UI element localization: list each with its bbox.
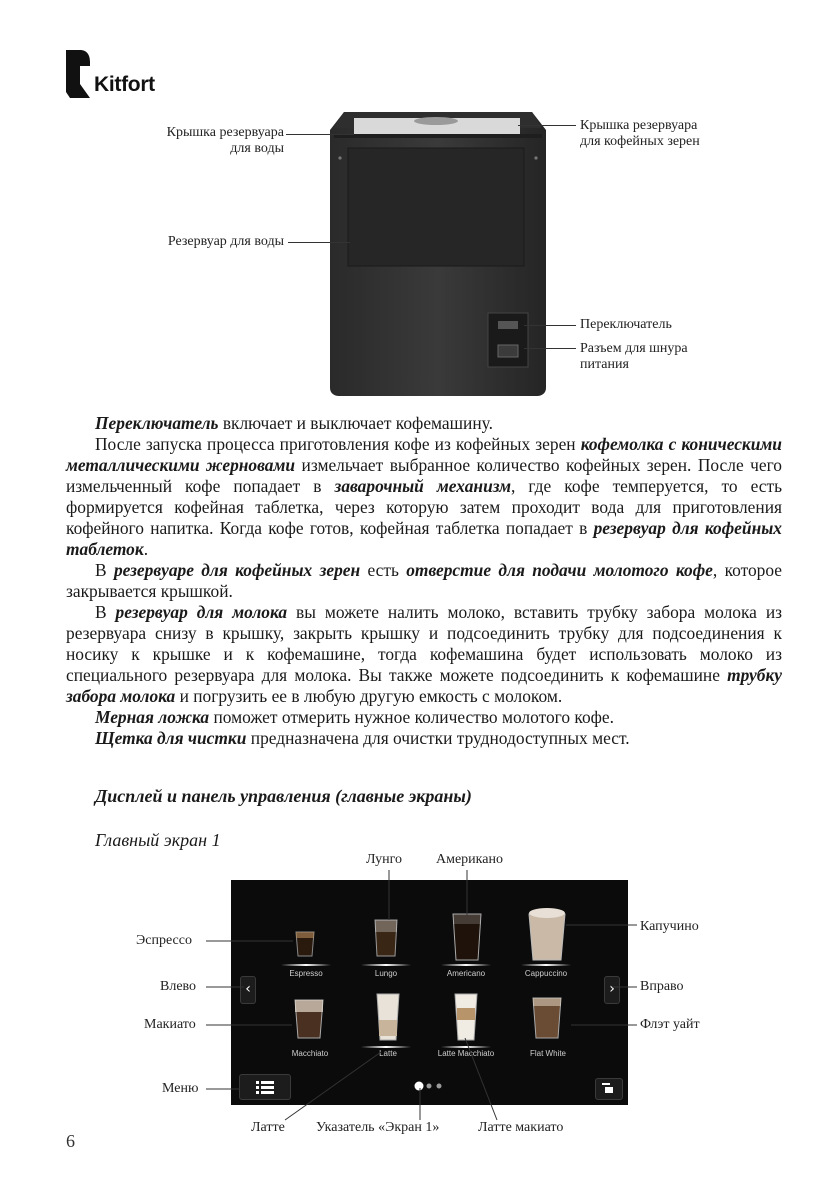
- paragraph-milk: [66, 602, 782, 707]
- leader-line: [524, 325, 576, 326]
- latte-cup-icon[interactable]: [373, 990, 403, 1044]
- term: Мерная ложка: [95, 707, 210, 727]
- cup-icon: [596, 1079, 622, 1099]
- cup-glow: [441, 1046, 491, 1048]
- paragraph-spoon: [66, 707, 782, 728]
- text: и погрузить ее в любую другую емкость с молоком.: [175, 686, 563, 706]
- label-line: питания: [580, 357, 629, 372]
- text: измельчает выбранное количество кофейных зерен. После чего измельченный кофе попадает в: [66, 455, 782, 496]
- tile-label-americano: Americano: [446, 969, 486, 978]
- text: После запуска процесса приготовления кофе из кофейных зерен: [95, 434, 581, 454]
- machine-back-illustration: [328, 108, 548, 396]
- text: В: [95, 560, 114, 580]
- leader-line: [518, 125, 576, 126]
- text: есть: [360, 560, 407, 580]
- leader-line: [288, 242, 350, 243]
- term: заварочный механизм: [334, 476, 512, 496]
- term: кофемолка с коническими металлическими жерновами: [66, 434, 782, 475]
- text: , где кофе темперуется, то есть формируется кофейная таблетка, через которую затем проходит вода для приготовления кофейного напитка. Когда кофе готов, кофейная таблетка попадает в: [66, 476, 782, 538]
- term: отверстие для подачи молотого кофе: [406, 560, 713, 580]
- term: Переключатель: [95, 413, 219, 433]
- text: вы можете налить молоко, вставить трубку забора молока из резервуара снизу в крышку, закрыть крышку и подсоединить трубку для подсоединения к носику к крышке и к кофемашине, тогда кофемашина будет использовать молоко из специального резервуара для молока. Вы также можете подсоединить к кофемашине: [66, 602, 783, 685]
- paragraph-switch: [66, 413, 782, 434]
- label-beans-lid: [580, 118, 760, 150]
- americano-cup-icon[interactable]: [449, 910, 485, 964]
- callout-espresso: Эспрессо: [136, 933, 192, 948]
- term: резервуаре для кофейных зерен: [113, 560, 361, 580]
- label-line: для кофейных зерен: [580, 134, 700, 149]
- display-screen: [231, 880, 628, 1105]
- tile-label-macchiato: Macchiato: [291, 1049, 329, 1058]
- label-power-socket: [580, 341, 760, 373]
- cappuccino-cup-icon[interactable]: [525, 904, 569, 964]
- text: поможет отмерить нужное количество молотого кофе.: [209, 707, 614, 727]
- paragraph-brush: [66, 728, 782, 749]
- cup-glow: [521, 964, 571, 966]
- label-line: Разъем для шнура: [580, 341, 688, 356]
- label-line: Крышка резервуара: [166, 125, 284, 140]
- callout-cappuccino: Капучино: [640, 919, 699, 934]
- term: Щетка для чистки: [95, 728, 247, 748]
- tile-label-latte: Latte: [379, 1049, 397, 1058]
- section-title: Дисплей и панель управления (главные экраны): [95, 786, 472, 806]
- leader-line: [286, 134, 354, 135]
- page-indicator: [413, 1080, 447, 1092]
- callout-americano: Американо: [436, 852, 503, 867]
- label-water-lid: [150, 125, 284, 157]
- brand-name: Kitfort: [94, 73, 155, 96]
- page-dot[interactable]: [415, 1082, 424, 1091]
- callout-indicator: Указатель «Экран 1»: [316, 1120, 440, 1135]
- text: включает и выключает кофемашину.: [218, 413, 493, 433]
- term: резервуар для кофейных таблеток: [66, 518, 782, 559]
- label-water-tank: Резервуар для воды: [167, 234, 284, 249]
- screen-title: Главный экран 1: [95, 830, 221, 850]
- latte-macchiato-cup-icon[interactable]: [451, 990, 481, 1044]
- callout-latte-macchiato: Латте макиато: [478, 1120, 564, 1135]
- callout-latte: Латте: [251, 1120, 285, 1135]
- page-dot[interactable]: [427, 1084, 432, 1089]
- flat-white-cup-icon[interactable]: [529, 992, 565, 1042]
- callout-flat-white: Флэт уайт: [640, 1017, 700, 1032]
- callout-right: Вправо: [640, 979, 684, 994]
- menu-button[interactable]: [239, 1074, 291, 1100]
- espresso-cup-icon[interactable]: [291, 922, 319, 962]
- tile-label-flat-white: Flat White: [529, 1049, 566, 1058]
- lungo-cup-icon[interactable]: [371, 914, 401, 962]
- callout-macchiato: Макиато: [144, 1017, 196, 1032]
- tile-label-latte-macchiato: Latte Macchiato: [437, 1049, 495, 1058]
- macchiato-cup-icon[interactable]: [291, 992, 327, 1042]
- kitfort-logo: [66, 50, 176, 100]
- paragraph-beans: [66, 560, 782, 602]
- tile-label-espresso: Espresso: [289, 969, 323, 978]
- page-number: 6: [66, 1131, 75, 1151]
- kitfort-logo-mark-icon: [66, 50, 90, 98]
- term: резервуар для молока: [115, 602, 288, 622]
- text: , которое закрывается крышкой.: [66, 560, 782, 601]
- paragraph-grinder: [66, 434, 782, 560]
- text: .: [143, 539, 149, 559]
- cup-glow: [441, 964, 491, 966]
- page-dot[interactable]: [437, 1084, 442, 1089]
- label-line: Крышка резервуара: [580, 118, 698, 133]
- label-line: для воды: [230, 141, 284, 156]
- callout-menu: Меню: [162, 1081, 199, 1096]
- leader-line: [524, 348, 576, 349]
- left-arrow-button[interactable]: ‹: [240, 976, 256, 1004]
- tile-label-cappuccino: Cappuccino: [524, 969, 568, 978]
- cup-button[interactable]: [595, 1078, 623, 1100]
- callout-lungo: Лунго: [366, 852, 403, 867]
- body-text: [66, 413, 782, 749]
- right-arrow-button[interactable]: ›: [604, 976, 620, 1004]
- cup-glow: [281, 964, 331, 966]
- tile-label-lungo: Lungo: [374, 969, 398, 978]
- cup-glow: [361, 1046, 411, 1048]
- term: трубку забора молока: [66, 665, 782, 706]
- cup-glow: [361, 964, 411, 966]
- label-switch: Переключатель: [580, 317, 672, 332]
- menu-list-icon: [240, 1075, 290, 1099]
- text: предназначена для очистки труднодоступных мест.: [246, 728, 630, 748]
- callout-left: Влево: [160, 979, 197, 994]
- text: В: [95, 602, 116, 622]
